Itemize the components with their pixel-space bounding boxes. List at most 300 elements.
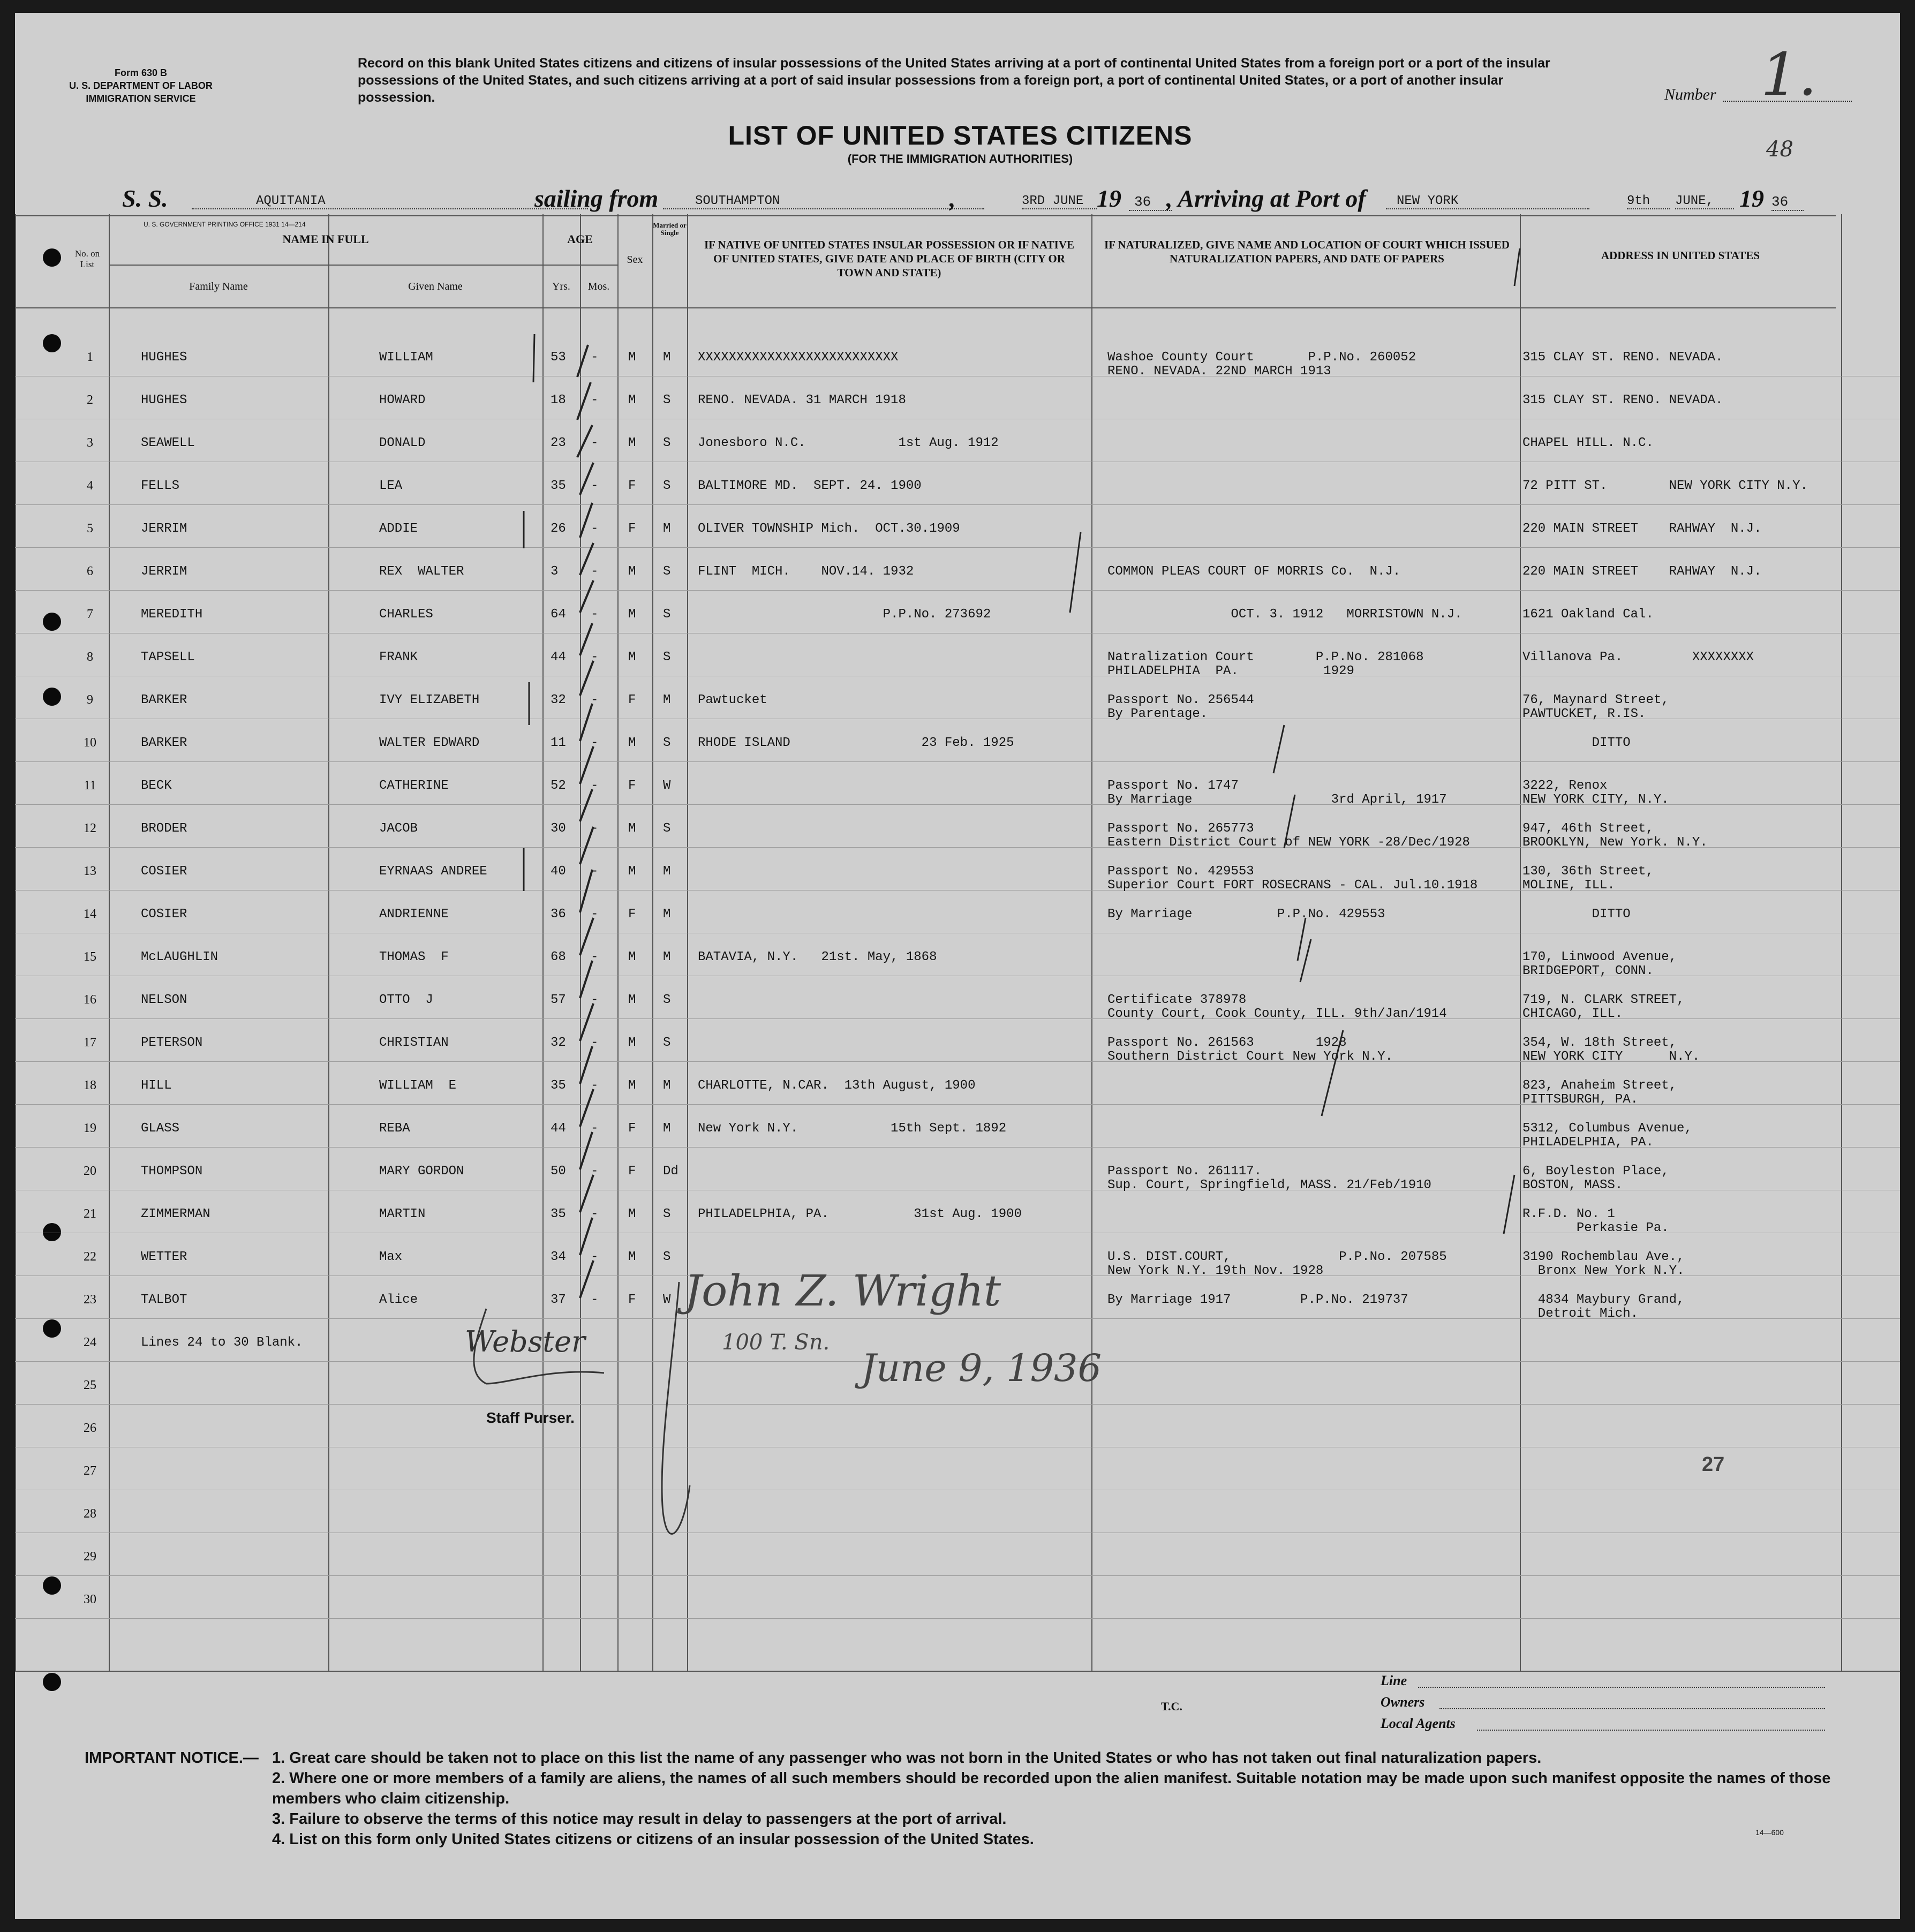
birth-cell: OLIVER TOWNSHIP Mich. OCT.30.1909 <box>698 522 960 536</box>
birth-cell: CHARLOTTE, N.CAR. 13th August, 1900 <box>698 1078 976 1093</box>
address-cell: 719, N. CLARK STREET, <box>1522 993 1685 1007</box>
given-name-cell: ANDRIENNE <box>379 907 449 922</box>
port-to: NEW YORK <box>1386 194 1589 209</box>
family-name-cell: BECK <box>141 779 172 793</box>
family-name-cell: TALBOT <box>141 1293 187 1307</box>
sex-cell: F <box>628 1164 636 1179</box>
purser-signature: Webster <box>465 1325 585 1359</box>
age-years-cell: 40 <box>551 864 566 879</box>
departure-date: 3RD JUNE <box>1022 194 1097 209</box>
family-name-cell: Lines 24 to 30 Blank. <box>141 1335 303 1350</box>
line-label: Line <box>1381 1673 1407 1688</box>
arrival-month: JUNE, <box>1675 194 1734 209</box>
naturalization-cell-2: PHILADELPHIA PA. 1929 <box>1107 664 1354 678</box>
address-cell-2: CHICAGO, ILL. <box>1522 1007 1623 1021</box>
given-name-cell: MARTIN <box>379 1207 426 1221</box>
sex-cell: F <box>628 907 636 922</box>
address-cell: 3190 Rochemblau Ave., <box>1522 1250 1685 1264</box>
inspector-note: 100 T. Sn. <box>722 1330 830 1355</box>
family-name-cell: HUGHES <box>141 350 187 365</box>
age-months-cell: - <box>591 1250 599 1264</box>
birth-cell: P.P.No. 273692 <box>698 607 991 622</box>
naturalization-cell: Passport No. 1747 <box>1107 779 1239 793</box>
birth-cell: RENO. NEVADA. 31 MARCH 1918 <box>698 393 906 407</box>
port-from: SOUTHAMPTON <box>663 194 984 209</box>
tally-marks <box>577 345 593 1298</box>
local-agents-rule <box>1477 1730 1825 1731</box>
age-months-cell: - <box>591 436 599 450</box>
naturalization-cell: By Marriage P.P.No. 429553 <box>1107 907 1385 922</box>
marital-status-cell: M <box>663 1078 671 1093</box>
notice-1: 1. Great care should be taken not to place on this list the name of any passenger who was not born in the United States or who has not taken out final naturalization papers. <box>272 1749 1542 1767</box>
marital-status-cell: S <box>663 564 671 579</box>
marital-status-cell: M <box>663 350 671 365</box>
marital-status-cell: M <box>663 907 671 922</box>
family-name-cell: McLAUGHLIN <box>141 950 218 964</box>
marital-status-cell: S <box>663 736 671 750</box>
family-name-cell: JERRIM <box>141 522 187 536</box>
address-cell: DITTO <box>1522 907 1631 922</box>
notice-label: IMPORTANT NOTICE.— <box>85 1749 259 1767</box>
line-number: 2 <box>87 393 93 407</box>
address-cell: 220 MAIN STREET RAHWAY N.J. <box>1522 564 1762 579</box>
header-birth: IF NATIVE OF UNITED STATES INSULAR POSSESSION OR IF NATIVE OF UNITED STATES, GIVE DATE AND PLACE OF BIRTH (CITY OR TOWN AND STATE) <box>704 238 1074 279</box>
age-months-cell: - <box>591 1207 599 1221</box>
birth-cell: PHILADELPHIA, PA. 31st Aug. 1900 <box>698 1207 1022 1221</box>
age-years-cell: 64 <box>551 607 566 622</box>
address-cell: 5312, Columbus Avenue, <box>1522 1121 1692 1136</box>
age-months-cell: - <box>591 693 599 707</box>
line-number: 14 <box>84 907 96 921</box>
given-name-cell: ADDIE <box>379 522 418 536</box>
sex-cell: M <box>628 1250 636 1264</box>
arriving-label: , Arriving at Port of <box>1166 185 1366 212</box>
sex-cell: F <box>628 779 636 793</box>
line-number: 6 <box>87 564 93 578</box>
birth-cell: RHODE ISLAND 23 Feb. 1925 <box>698 736 1014 750</box>
naturalization-cell-2: County Court, Cook County, ILL. 9th/Jan/1914 <box>1107 1007 1447 1021</box>
age-months-cell: - <box>591 1036 599 1050</box>
address-cell: 315 CLAY ST. RENO. NEVADA. <box>1522 393 1723 407</box>
age-years-cell: 23 <box>551 436 566 450</box>
given-name-cell: THOMAS F <box>379 950 449 964</box>
birth-cell: XXXXXXXXXXXXXXXXXXXXXXXXXX <box>698 350 899 365</box>
birth-cell: BATAVIA, N.Y. 21st. May, 1868 <box>698 950 937 964</box>
local-agents-label: Local Agents <box>1381 1716 1456 1731</box>
owners-rule <box>1439 1708 1825 1709</box>
record-instructions: Record on this blank United States citizens and citizens of insular possessions of the United States arriving at a port of continental United States from a foreign port or a port of the insular possessions of the United States, and such citizens arriving at a port of said insular possessions from a foreign port, a port of continental United States, or a port of another insular possession. <box>358 56 1550 105</box>
family-name-cell: HUGHES <box>141 393 187 407</box>
naturalization-cell-2: By Parentage. <box>1107 707 1208 721</box>
header-sex: Sex <box>627 254 643 266</box>
marital-status-cell: M <box>663 522 671 536</box>
marital-status-cell: S <box>663 1036 671 1050</box>
manifest-sheet <box>15 13 1900 1919</box>
comma: , <box>949 185 956 212</box>
line-number: 10 <box>84 736 96 750</box>
page-subtitle: (FOR THE IMMIGRATION AUTHORITIES) <box>847 152 1073 165</box>
sex-cell: M <box>628 350 636 365</box>
family-name-cell: SEAWELL <box>141 436 195 450</box>
sex-cell: F <box>628 693 636 707</box>
birth-cell: FLINT MICH. NOV.14. 1932 <box>698 564 914 579</box>
given-name-cell: WALTER EDWARD <box>379 736 480 750</box>
form-code: 14—600 <box>1755 1828 1784 1837</box>
given-name-cell: FRANK <box>379 650 418 665</box>
age-years-cell: 44 <box>551 1121 566 1136</box>
marital-status-cell: S <box>663 1250 671 1264</box>
tc-label: T.C. <box>1161 1700 1182 1713</box>
line-number: 8 <box>87 650 93 664</box>
line-number: 30 <box>84 1593 96 1606</box>
given-name-cell: CATHERINE <box>379 779 449 793</box>
family-name-cell: HILL <box>141 1078 172 1093</box>
age-years-cell: 57 <box>551 993 566 1007</box>
line-number: 25 <box>84 1378 96 1392</box>
age-years-cell: 18 <box>551 393 566 407</box>
age-months-cell: - <box>591 350 599 365</box>
sex-cell: M <box>628 821 636 836</box>
sex-cell: M <box>628 393 636 407</box>
address-cell: Villanova Pa. XXXXXXXX <box>1522 650 1754 665</box>
address-cell-2: PITTSBURGH, PA. <box>1522 1092 1639 1107</box>
naturalization-cell-2: New York N.Y. 19th Nov. 1928 <box>1107 1264 1324 1278</box>
address-cell-2: BROOKLYN, New York. N.Y. <box>1522 835 1708 850</box>
notice-3: 3. Failure to observe the terms of this notice may result in delay to passengers at the port of arrival. <box>272 1810 1007 1828</box>
sex-cell: M <box>628 607 636 622</box>
handwriting-layer <box>15 13 1900 1919</box>
naturalization-cell-2: Eastern District Court of NEW YORK -28/Dec/1928 <box>1107 835 1470 850</box>
marital-status-cell: S <box>663 436 671 450</box>
address-cell-2: PHILADELPHIA, PA. <box>1522 1135 1654 1150</box>
age-years-cell: 68 <box>551 950 566 964</box>
given-name-cell: JACOB <box>379 821 418 836</box>
line-rule <box>1418 1687 1825 1688</box>
year-1: 36 <box>1129 194 1172 211</box>
age-years-cell: 32 <box>551 1036 566 1050</box>
inspector-date: June 9, 1936 <box>861 1346 1102 1390</box>
age-years-cell: 34 <box>551 1250 566 1264</box>
given-name-cell: REX WALTER <box>379 564 464 579</box>
naturalization-cell-2: RENO. NEVADA. 22ND MARCH 1913 <box>1107 364 1331 379</box>
age-months-cell: - <box>591 650 599 665</box>
naturalization-cell: Passport No. 261117. <box>1107 1164 1262 1179</box>
address-cell: 354, W. 18th Street, <box>1522 1036 1677 1050</box>
age-months-cell: - <box>591 393 599 407</box>
line-number: 5 <box>87 522 93 535</box>
given-name-cell: OTTO J <box>379 993 433 1007</box>
age-years-cell: 35 <box>551 1078 566 1093</box>
header-name-in-full: NAME IN FULL <box>282 232 369 246</box>
address-cell-2: BRIDGEPORT, CONN. <box>1522 964 1654 978</box>
line-number: 16 <box>84 993 96 1007</box>
sailing-from-label: sailing from <box>534 185 659 212</box>
marital-status-cell: W <box>663 779 671 793</box>
header-naturalized: IF NATURALIZED, GIVE NAME AND LOCATION OF COURT WHICH ISSUED NATURALIZATION PAPERS, AND DATE OF PAPERS <box>1104 238 1510 265</box>
age-months-cell: - <box>591 607 599 622</box>
line-number: 4 <box>87 479 93 493</box>
line-number: 15 <box>84 950 96 964</box>
family-name-cell: COSIER <box>141 864 187 879</box>
ss-label: S. S. <box>122 185 168 212</box>
address-cell-2: PAWTUCKET, R.IS. <box>1522 707 1646 721</box>
age-months-cell: - <box>591 479 599 493</box>
notice-line-1 <box>85 1748 1852 1768</box>
age-months-cell: - <box>591 1121 599 1136</box>
line-number: 26 <box>84 1421 96 1435</box>
header-family-name: Family Name <box>189 281 248 292</box>
number-value: 1. <box>1761 40 1817 109</box>
address-cell: 170, Linwood Avenue, <box>1522 950 1677 964</box>
marital-status-cell: W <box>663 1293 671 1307</box>
age-years-cell: 50 <box>551 1164 566 1179</box>
marital-status-cell: M <box>663 693 671 707</box>
address-cell: 76, Maynard Street, <box>1522 693 1669 707</box>
line-number: 7 <box>87 607 93 621</box>
sex-cell: M <box>628 650 636 665</box>
age-months-cell: - <box>591 522 599 536</box>
line-number: 13 <box>84 864 96 878</box>
naturalization-cell: Natralization Court P.P.No. 281068 <box>1107 650 1424 665</box>
header-mos: Mos. <box>587 281 610 292</box>
ship-name: AQUITANIA <box>192 194 588 209</box>
age-months-cell: - <box>591 907 599 922</box>
family-name-cell: WETTER <box>141 1250 187 1264</box>
age-years-cell: 32 <box>551 693 566 707</box>
header-no-on-list: No. on List <box>74 248 100 269</box>
page-title: LIST OF UNITED STATES CITIZENS <box>728 120 1193 150</box>
line-number: 23 <box>84 1293 96 1307</box>
sex-cell: M <box>628 564 636 579</box>
age-years-cell: 3 <box>551 564 559 579</box>
family-name-cell: ZIMMERMAN <box>141 1207 210 1221</box>
address-cell: 823, Anaheim Street, <box>1522 1078 1677 1093</box>
line-number: 3 <box>87 436 93 450</box>
department-name: U. S. DEPARTMENT OF LABOR <box>69 80 213 91</box>
naturalization-cell: U.S. DIST.COURT, P.P.No. 207585 <box>1107 1250 1447 1264</box>
naturalization-cell: Passport No. 429553 <box>1107 864 1254 879</box>
address-cell: 6, Boyleston Place, <box>1522 1164 1669 1179</box>
age-months-cell: - <box>591 736 599 750</box>
sex-cell: M <box>628 993 636 1007</box>
marital-status-cell: Dd <box>663 1164 678 1179</box>
marital-status-cell: M <box>663 1121 671 1136</box>
age-years-cell: 37 <box>551 1293 566 1307</box>
line-number: 21 <box>84 1207 96 1221</box>
naturalization-cell: Washoe County Court P.P.No. 260052 <box>1107 350 1416 365</box>
given-name-cell: CHRISTIAN <box>379 1036 449 1050</box>
naturalization-cell: Passport No. 261563 1928 <box>1107 1036 1347 1050</box>
important-notice <box>85 1748 1852 1850</box>
age-years-cell: 52 <box>551 779 566 793</box>
given-name-cell: EYRNAAS ANDREE <box>379 864 487 879</box>
marital-status-cell: M <box>663 950 671 964</box>
sex-cell: F <box>628 1293 636 1307</box>
birth-cell: BALTIMORE MD. SEPT. 24. 1900 <box>698 479 922 493</box>
address-cell-2: Bronx New York N.Y. <box>1522 1264 1685 1278</box>
header-address: ADDRESS IN UNITED STATES <box>1601 249 1760 262</box>
birth-cell: Pawtucket <box>698 693 767 707</box>
year-2: 36 <box>1771 194 1804 211</box>
owners-label: Owners <box>1381 1694 1425 1710</box>
naturalization-cell-2: By Marriage 3rd April, 1917 <box>1107 793 1447 807</box>
family-name-cell: BARKER <box>141 693 187 707</box>
birth-cell: New York N.Y. 15th Sept. 1892 <box>698 1121 1007 1136</box>
header-yrs: Yrs. <box>552 281 570 292</box>
year-prefix-2: 19 <box>1739 185 1764 212</box>
address-cell-2: Detroit Mich. <box>1522 1307 1639 1321</box>
age-years-cell: 11 <box>551 736 566 750</box>
address-cell-2: NEW YORK CITY, N.Y. <box>1522 793 1669 807</box>
age-years-cell: 30 <box>551 821 566 836</box>
age-months-cell: - <box>591 950 599 964</box>
sex-cell: M <box>628 1036 636 1050</box>
header-age: AGE <box>567 232 593 246</box>
line-number: 19 <box>84 1121 96 1135</box>
line-number: 17 <box>84 1036 96 1050</box>
age-months-cell: - <box>591 993 599 1007</box>
stamp-27: 27 <box>1702 1453 1725 1476</box>
naturalization-cell-2: Sup. Court, Springfield, MASS. 21/Feb/1910 <box>1107 1178 1431 1193</box>
given-name-cell: Alice <box>379 1293 418 1307</box>
age-months-cell: - <box>591 821 599 836</box>
marital-status-cell: S <box>663 607 671 622</box>
address-cell: 72 PITT ST. NEW YORK CITY N.Y. <box>1522 479 1808 493</box>
address-cell: 3222, Renox <box>1522 779 1608 793</box>
age-years-cell: 35 <box>551 1207 566 1221</box>
sex-cell: F <box>628 1121 636 1136</box>
family-name-cell: MEREDITH <box>141 607 203 622</box>
sex-cell: M <box>628 864 636 879</box>
marital-status-cell: M <box>663 864 671 879</box>
naturalization-cell-2: Superior Court FORT ROSECRANS - CAL. Jul.10.1918 <box>1107 878 1478 893</box>
address-cell-2: NEW YORK CITY N.Y. <box>1522 1050 1700 1064</box>
sex-cell: M <box>628 1078 636 1093</box>
given-name-cell: REBA <box>379 1121 410 1136</box>
address-cell: 4834 Maybury Grand, <box>1522 1293 1685 1307</box>
sex-cell: M <box>628 950 636 964</box>
naturalization-cell: COMMON PLEAS COURT OF MORRIS Co. N.J. <box>1107 564 1401 579</box>
header-married-single: Married or Single <box>653 221 687 237</box>
address-cell-2: Perkasie Pa. <box>1522 1221 1669 1235</box>
line-number: 27 <box>84 1464 96 1478</box>
age-years-cell: 26 <box>551 522 566 536</box>
age-months-cell: - <box>591 779 599 793</box>
line-number: 9 <box>87 693 93 707</box>
year-prefix-1: 19 <box>1097 185 1121 212</box>
line-number: 12 <box>84 821 96 835</box>
line-number: 22 <box>84 1250 96 1264</box>
given-name-cell: IVY ELIZABETH <box>379 693 480 707</box>
naturalization-cell: OCT. 3. 1912 MORRISTOWN N.J. <box>1107 607 1462 622</box>
age-years-cell: 44 <box>551 650 566 665</box>
printer-note: U. S. GOVERNMENT PRINTING OFFICE 1931 14—214 <box>144 221 306 228</box>
family-name-cell: NELSON <box>141 993 187 1007</box>
naturalization-cell-2: Southern District Court New York N.Y. <box>1107 1050 1393 1064</box>
address-cell: DITTO <box>1522 736 1631 750</box>
address-cell-2: MOLINE, ILL. <box>1522 878 1615 893</box>
marital-status-cell: S <box>663 479 671 493</box>
page-mark: 48 <box>1766 137 1793 162</box>
age-months-cell: - <box>591 1078 599 1093</box>
notice-2: 2. Where one or more members of a family are aliens, the names of all such members should be recorded upon the alien manifest. Suitable notation may be made upon such manifest opposite the names of those members who claim citizenship. <box>272 1770 1831 1807</box>
address-cell: 315 CLAY ST. RENO. NEVADA. <box>1522 350 1723 365</box>
purser-title: Staff Purser. <box>486 1409 575 1426</box>
given-name-cell: DONALD <box>379 436 426 450</box>
address-cell: 1621 Oakland Cal. <box>1522 607 1654 622</box>
given-name-cell: Max <box>379 1250 403 1264</box>
line-number: 28 <box>84 1507 96 1521</box>
age-months-cell: - <box>591 1164 599 1179</box>
form-number: Form 630 B <box>114 67 168 78</box>
sex-cell: F <box>628 479 636 493</box>
naturalization-cell: By Marriage 1917 P.P.No. 219737 <box>1107 1293 1408 1307</box>
address-cell: 130, 36th Street, <box>1522 864 1654 879</box>
sex-cell: M <box>628 736 636 750</box>
age-months-cell: - <box>591 564 599 579</box>
header-given-name: Given Name <box>408 281 463 292</box>
given-name-cell: HOWARD <box>379 393 426 407</box>
age-years-cell: 36 <box>551 907 566 922</box>
address-cell: 220 MAIN STREET RAHWAY N.J. <box>1522 522 1762 536</box>
line-number: 18 <box>84 1078 96 1092</box>
line-number: 20 <box>84 1164 96 1178</box>
family-name-cell: COSIER <box>141 907 187 922</box>
given-name-cell: CHARLES <box>379 607 433 622</box>
marital-status-cell: S <box>663 993 671 1007</box>
notice-4: 4. List on this form only United States citizens or citizens of an insular possession of the United States. <box>272 1831 1034 1848</box>
given-name-cell: WILLIAM E <box>379 1078 457 1093</box>
line-number: 1 <box>87 350 93 364</box>
line-number: 11 <box>84 779 96 793</box>
sex-cell: M <box>628 436 636 450</box>
sex-cell: F <box>628 522 636 536</box>
line-number: 24 <box>84 1335 96 1349</box>
address-cell: R.F.D. No. 1 <box>1522 1207 1615 1221</box>
birth-cell: Jonesboro N.C. 1st Aug. 1912 <box>698 436 999 450</box>
naturalization-cell: Passport No. 265773 <box>1107 821 1254 836</box>
age-months-cell: - <box>591 864 599 879</box>
family-name-cell: THOMPSON <box>141 1164 203 1179</box>
marital-status-cell: S <box>663 1207 671 1221</box>
marital-status-cell: S <box>663 393 671 407</box>
age-years-cell: 53 <box>551 350 566 365</box>
given-name-cell: MARY GORDON <box>379 1164 464 1179</box>
family-name-cell: BARKER <box>141 736 187 750</box>
naturalization-cell: Certificate 378978 <box>1107 993 1247 1007</box>
marital-status-cell: S <box>663 650 671 665</box>
family-name-cell: BRODER <box>141 821 187 836</box>
address-cell: 947, 46th Street, <box>1522 821 1654 836</box>
inspector-signature-stroke <box>662 1282 690 1534</box>
inspector-signature: John Z. Wright <box>684 1266 1001 1316</box>
line-number: 29 <box>84 1550 96 1564</box>
family-name-cell: FELLS <box>141 479 180 493</box>
sex-cell: M <box>628 1207 636 1221</box>
given-name-cell: LEA <box>379 479 403 493</box>
address-cell: CHAPEL HILL. N.C. <box>1522 436 1654 450</box>
naturalization-cell: Passport No. 256544 <box>1107 693 1254 707</box>
age-years-cell: 35 <box>551 479 566 493</box>
family-name-cell: TAPSELL <box>141 650 195 665</box>
age-months-cell: - <box>591 1293 599 1307</box>
number-label: Number <box>1664 86 1716 103</box>
family-name-cell: GLASS <box>141 1121 180 1136</box>
address-cell-2: BOSTON, MASS. <box>1522 1178 1623 1193</box>
family-name-cell: PETERSON <box>141 1036 203 1050</box>
arrival-day: 9th <box>1627 194 1670 209</box>
given-name-cell: WILLIAM <box>379 350 433 365</box>
